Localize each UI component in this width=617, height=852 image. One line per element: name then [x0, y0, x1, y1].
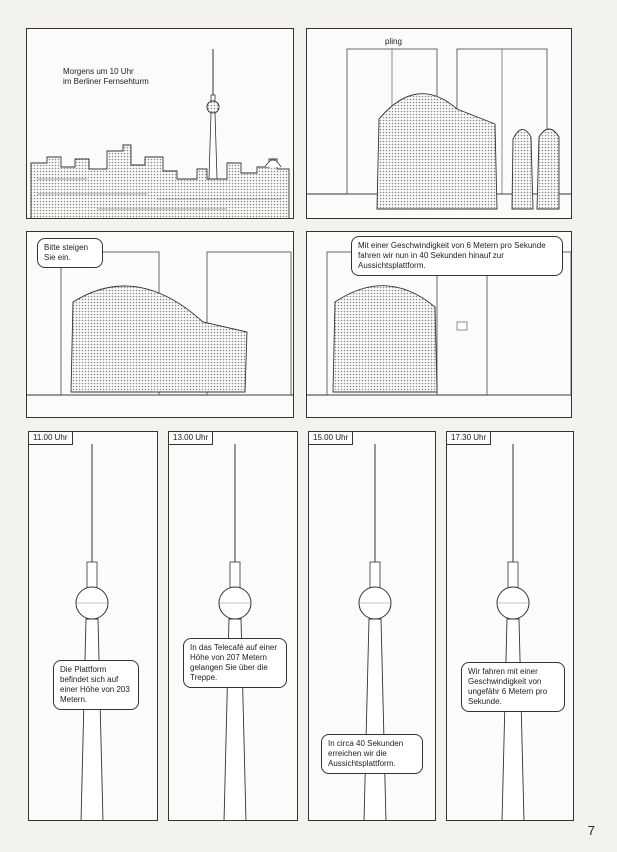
- tv-tower-illustration: [447, 432, 574, 821]
- page-number: 7: [587, 823, 595, 838]
- panel-tower-1300: [168, 431, 298, 821]
- panel-tower-1730: [446, 431, 574, 821]
- panel-caption: Morgens um 10 Uhr im Berliner Fernsehturm: [63, 67, 149, 86]
- speech-bubble: Die Plattform befindet sich auf einer Höhe von 203 Metern.: [53, 660, 139, 710]
- speech-bubble: In circa 40 Sekunden erreichen wir die Aussichtsplattform.: [321, 734, 423, 774]
- tv-tower-illustration: [29, 432, 158, 821]
- panel-skyline: [26, 28, 294, 219]
- tv-tower-illustration: [169, 432, 298, 821]
- panel-tower-1100: [28, 431, 158, 821]
- speech-bubble: In das Telecafé auf einer Höhe von 207 Metern gelangen Sie über die Treppe.: [183, 638, 287, 688]
- time-caption: 15.00 Uhr: [309, 432, 353, 445]
- time-caption: 13.00 Uhr: [169, 432, 213, 445]
- time-caption: 17.30 Uhr: [447, 432, 491, 445]
- panel-elevator-lobby: [306, 28, 572, 219]
- panel-boarding: [26, 231, 294, 418]
- speech-bubble: Bitte steigen Sie ein.: [37, 238, 103, 268]
- sound-effect-text: pling: [385, 37, 402, 46]
- time-caption: 11.00 Uhr: [29, 432, 73, 445]
- elevator-crowd-illustration: [307, 29, 572, 219]
- speech-bubble: Mit einer Geschwindigkeit von 6 Metern pro Sekunde fahren wir nun in 40 Sekunden hinauf zur Aussichtsplattform.: [351, 236, 563, 276]
- berlin-skyline-illustration: [27, 29, 294, 219]
- panel-tower-1500: [308, 431, 436, 821]
- speech-bubble: Wir fahren mit einer Geschwindigkeit von ungefähr 6 Metern pro Sekunde.: [461, 662, 565, 712]
- panel-elevator-ride: [306, 231, 572, 418]
